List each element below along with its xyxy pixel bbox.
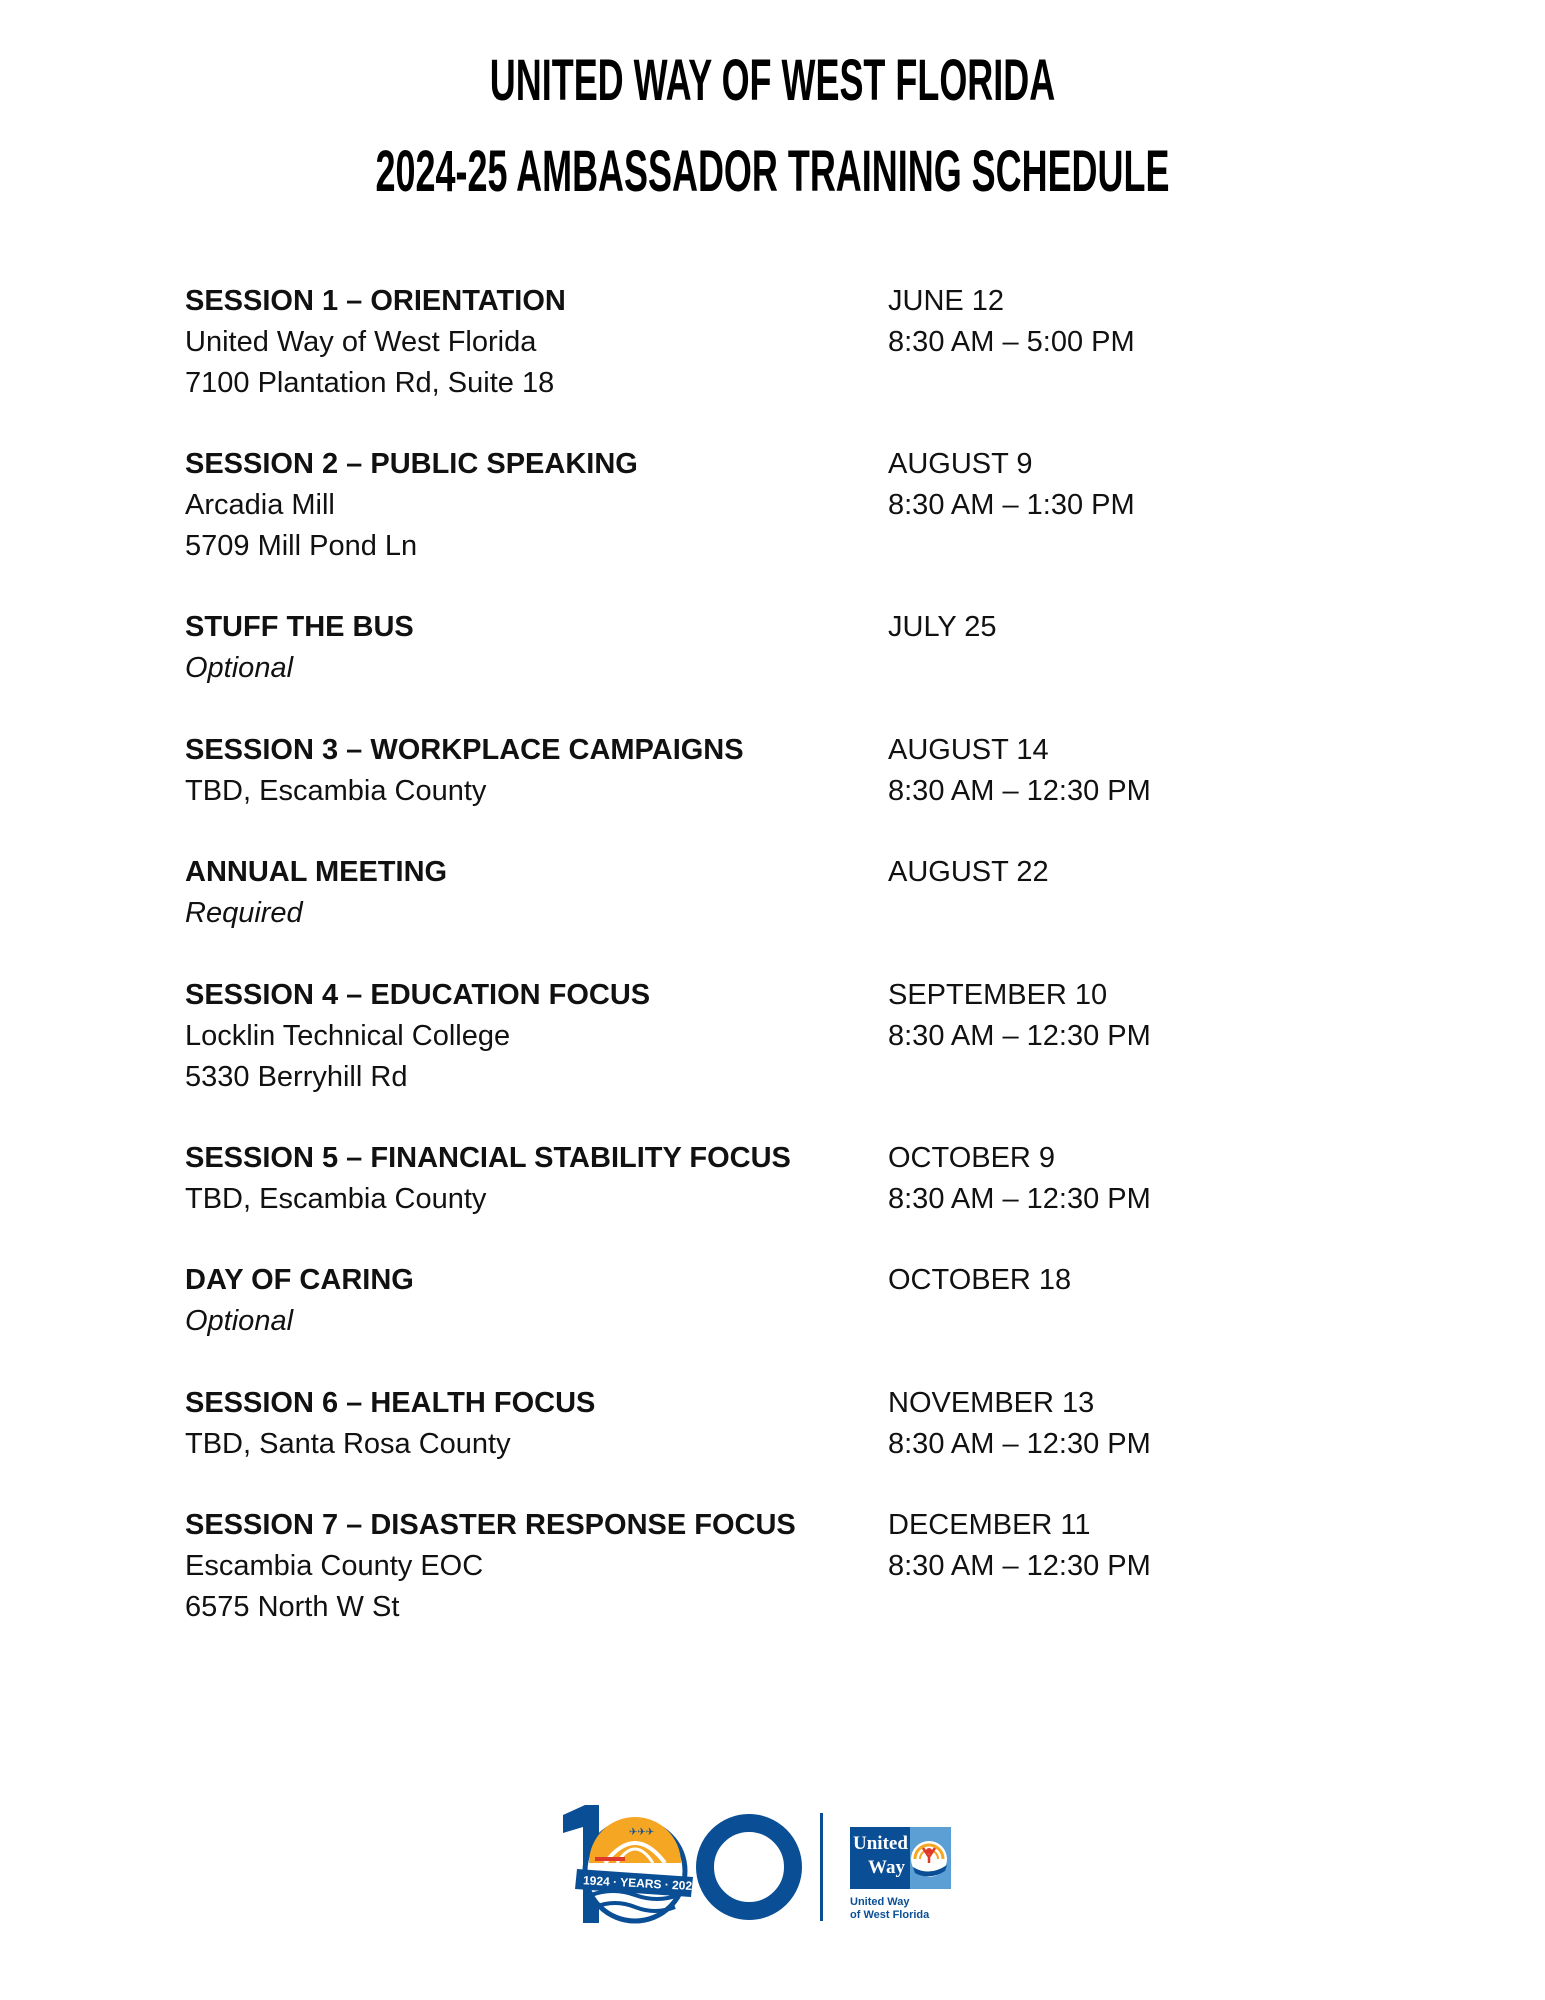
session-address: 6575 North W St (185, 1591, 400, 1623)
session-time: 8:30 AM – 12:30 PM (888, 1550, 1151, 1582)
session-location: Locklin Technical College (185, 1020, 511, 1052)
svg-text:1924 · YEARS · 2024: 1924 · YEARS · 2024 (582, 1873, 700, 1894)
session-title: SESSION 3 – WORKPLACE CAMPAIGNS (185, 734, 744, 766)
session-location: TBD, Santa Rosa County (185, 1428, 511, 1460)
session-date: JUNE 12 (888, 285, 1005, 317)
session-date: AUGUST 22 (888, 856, 1049, 888)
session-date: DECEMBER 11 (888, 1509, 1091, 1541)
session-time: 8:30 AM – 12:30 PM (888, 1428, 1151, 1460)
session-location: Escambia County EOC (185, 1550, 484, 1582)
svg-text:✈✈✈: ✈✈✈ (629, 1827, 655, 1838)
session-location: TBD, Escambia County (185, 775, 487, 807)
session-title: STUFF THE BUS (185, 611, 414, 643)
session-date: AUGUST 14 (888, 734, 1049, 766)
session-title: ANNUAL MEETING (185, 856, 448, 888)
session-date: AUGUST 9 (888, 448, 1033, 480)
session-date: JULY 25 (888, 611, 997, 643)
session-address: 5709 Mill Pond Ln (185, 530, 418, 562)
session-time: 8:30 AM – 1:30 PM (888, 489, 1135, 521)
session-time: 8:30 AM – 12:30 PM (888, 1183, 1151, 1215)
svg-text:United Way: United Way (850, 1896, 910, 1908)
session-location: Arcadia Mill (185, 489, 335, 521)
session-title: SESSION 6 – HEALTH FOCUS (185, 1387, 596, 1419)
svg-text:United: United (853, 1833, 908, 1854)
session-title: SESSION 2 – PUBLIC SPEAKING (185, 448, 638, 480)
session-title: SESSION 7 – DISASTER RESPONSE FOCUS (185, 1509, 796, 1541)
session-title: SESSION 1 – ORIENTATION (185, 285, 566, 317)
session-title: DAY OF CARING (185, 1264, 414, 1296)
session-location: TBD, Escambia County (185, 1183, 487, 1215)
session-address: 7100 Plantation Rd, Suite 18 (185, 367, 555, 399)
session-location: United Way of West Florida (185, 326, 537, 358)
session-title: SESSION 5 – FINANCIAL STABILITY FOCUS (185, 1142, 791, 1174)
title-line-2: 2024-25 AMBASSADOR TRAINING SCHEDULE (375, 139, 1170, 204)
session-title: SESSION 4 – EDUCATION FOCUS (185, 979, 651, 1011)
title-line-1: UNITED WAY OF WEST FLORIDA (489, 48, 1056, 113)
session-note: Optional (185, 1305, 294, 1337)
session-note: Optional (185, 652, 294, 684)
session-note: Required (185, 897, 303, 929)
session-time: 8:30 AM – 5:00 PM (888, 326, 1135, 358)
session-time: 8:30 AM – 12:30 PM (888, 1020, 1151, 1052)
session-address: 5330 Berryhill Rd (185, 1061, 408, 1093)
svg-text:Way: Way (868, 1857, 905, 1878)
session-date: OCTOBER 18 (888, 1264, 1072, 1296)
session-date: OCTOBER 9 (888, 1142, 1056, 1174)
footer-logo (555, 1805, 995, 1930)
session-date: NOVEMBER 13 (888, 1387, 1095, 1419)
session-time: 8:30 AM – 12:30 PM (888, 775, 1151, 807)
centennial-logo-icon (555, 1805, 995, 1930)
session-date: SEPTEMBER 10 (888, 979, 1108, 1011)
svg-text:of West Florida: of West Florida (850, 1909, 930, 1921)
